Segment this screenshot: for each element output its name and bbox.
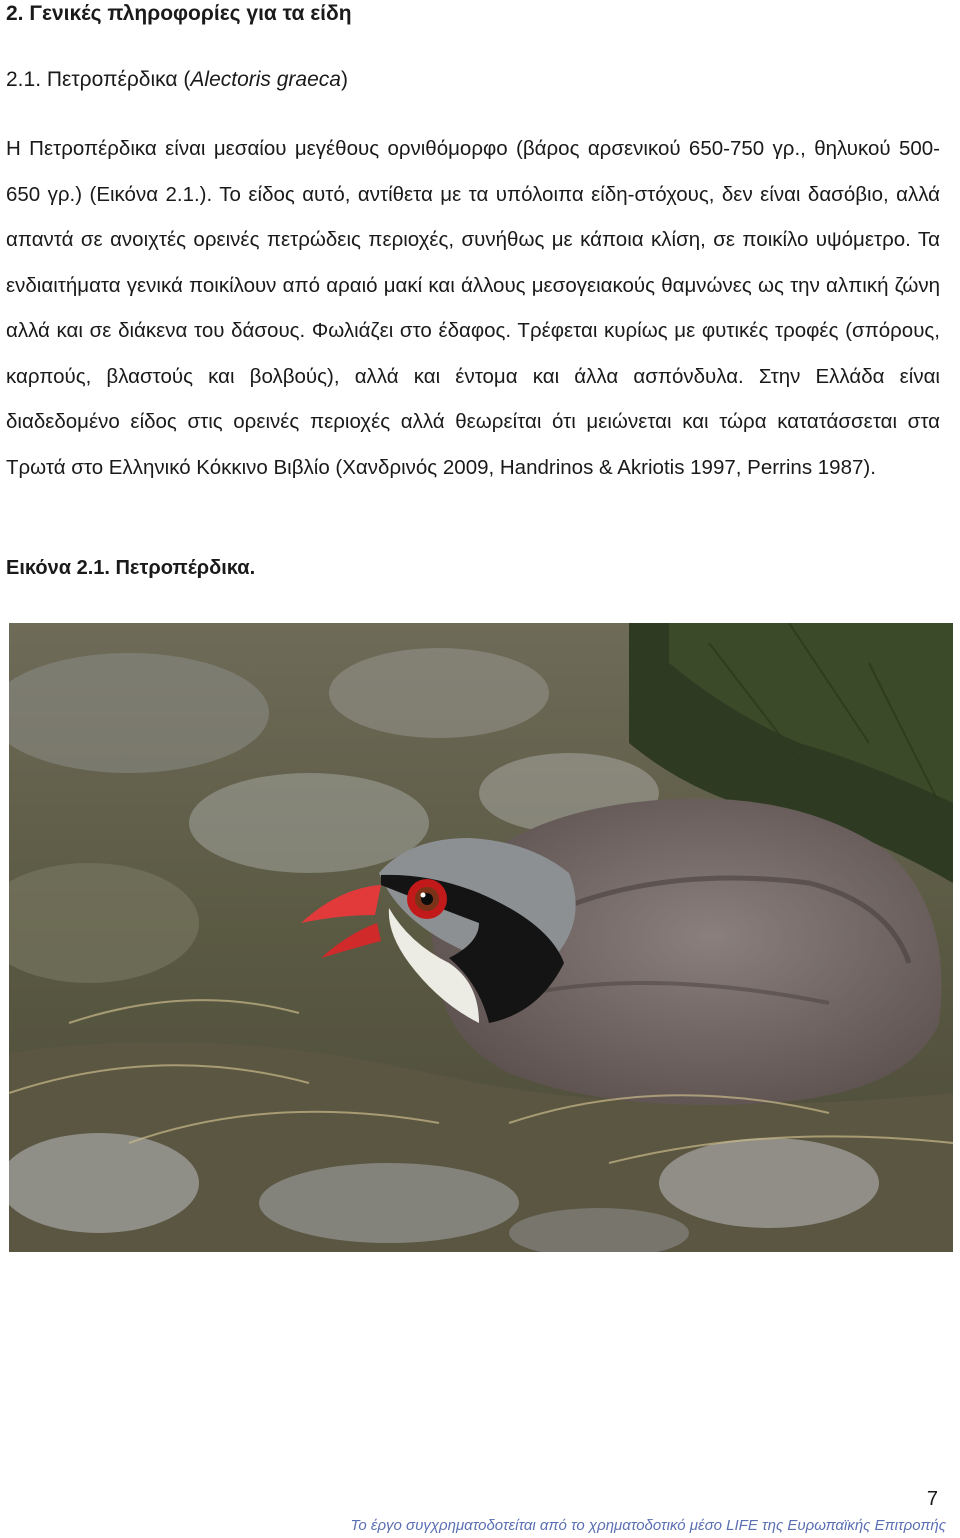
subheading-prefix: 2.1. Πετροπέρδικα ( xyxy=(6,68,191,91)
figure-caption: Εικόνα 2.1. Πετροπέρδικα. xyxy=(6,557,256,579)
subheading-suffix: ) xyxy=(340,68,348,91)
funding-footer: Το έργο συγχρηματοδοτείται από το χρηματοδοτικό μέσο LIFE της Ευρωπαϊκής Επιτροπής xyxy=(350,1517,946,1534)
rock-partridge-photo xyxy=(9,623,953,1252)
species-description: Η Πετροπέρδικα είναι μεσαίου μεγέθους ορνιθόμορφο (βάρος αρσενικού 650-750 γρ., θηλυκού 500-650 γρ.) (Εικόνα 2.1.). Το είδος αυτό, αντίθετα με τα υπόλοιπα είδη-στόχους, δεν είναι δασόβιο, αλλά απαντά σε ανοιχτές ορεινές πετρώδεις περιοχές, συνήθως με κάποια κλίση, σε ποικίλο υψόμετρο. Τα ενδιαιτήματα γενικά ποικίλουν από αραιό μακί και άλλους μεσογειακούς θαμνώνες ως την αλπική ζώνη αλλά και σε διάκενα του δάσους. Φωλιάζει στο έδαφος. Τρέφεται κυρίως με φυτικές τροφές (σπόρους, καρπούς, βλαστούς και βολβούς), αλλά και έντομα και άλλα ασπόνδυλα. Στην Ελλάδα είναι διαδεδομένο είδος στις ορεινές περιοχές αλλά θεωρείται ότι μειώνεται και τώρα κατατάσσεται στα Τρωτά στο Ελληνικό Κόκκινο Βιβλίο (Χανδρινός 2009, Handrinos & Akriotis 1997, Perrins 1987). xyxy=(6,137,940,479)
latin-name: Alectoris graeca xyxy=(190,68,341,91)
section-heading: 2. Γενικές πληροφορίες για τα είδη xyxy=(6,2,352,25)
species-subheading xyxy=(6,68,348,92)
page-number: 7 xyxy=(926,1488,938,1510)
rock-partridge-illustration xyxy=(9,623,953,1252)
